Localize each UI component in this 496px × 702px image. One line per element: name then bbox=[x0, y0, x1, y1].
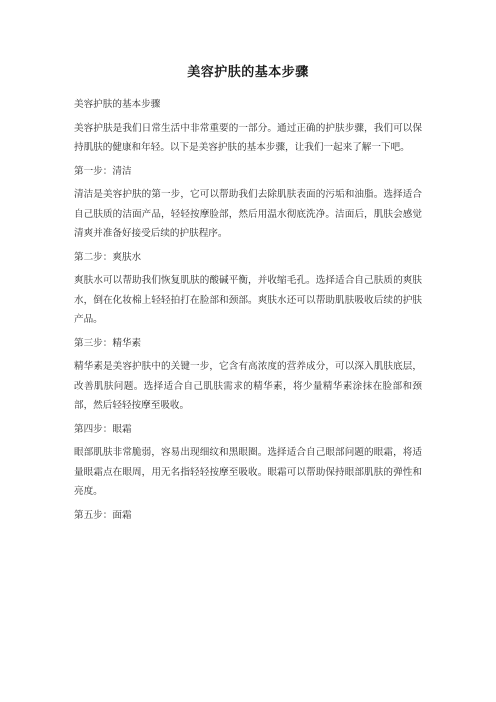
section-body-toner: 爽肤水可以帮助我们恢复肌肤的酸碱平衡，并收缩毛孔。选择适合自己肤质的爽肤水，倒在化妆棉上轻轻拍打在脸部和颈部。爽肤水还可以帮助肌肤吸收后续的护肤产品。 bbox=[74, 275, 422, 325]
section-body-eye-cream: 眼部肌肤非常脆弱，容易出现细纹和黑眼圈。选择适合自己眼部问题的眼霜，将适量眼霜点在眼周，用无名指轻轻按摩至吸收。眼霜可以帮助保持眼部肌肤的弹性和亮度。 bbox=[74, 447, 422, 497]
section-heading-essence: 第三步：精华素 bbox=[74, 337, 142, 349]
section-heading-cleansing: 第一步：清洁 bbox=[74, 165, 132, 177]
section-heading-face-cream: 第五步：面霜 bbox=[74, 509, 132, 521]
intro-paragraph: 美容护肤是我们日常生活中非常重要的一部分。通过正确的护肤步骤，我们可以保持肌肤的健康和年轻。以下是美容护肤的基本步骤，让我们一起来了解一下吧。 bbox=[74, 122, 422, 153]
document-title: 美容护肤的基本步骤 bbox=[187, 65, 309, 80]
section-body-essence: 精华素是美容护肤中的关键一步，它含有高浓度的营养成分，可以深入肌肤底层，改善肌肤问题。选择适合自己肌肤需求的精华素，将少量精华素涂抹在脸部和颈部，然后轻轻按摩至吸收。 bbox=[74, 361, 422, 411]
section-body-cleansing: 清洁是美容护肤的第一步，它可以帮助我们去除肌肤表面的污垢和油脂。选择适合自己肤质的洁面产品，轻轻按摩脸部，然后用温水彻底洗净。洁面后，肌肤会感觉清爽并准备好接受后续的护肤程序。 bbox=[74, 189, 422, 239]
section-heading-toner: 第二步：爽肤水 bbox=[74, 251, 142, 263]
document-subtitle: 美容护肤的基本步骤 bbox=[74, 99, 161, 110]
section-heading-eye-cream: 第四步：眼霜 bbox=[74, 423, 132, 435]
